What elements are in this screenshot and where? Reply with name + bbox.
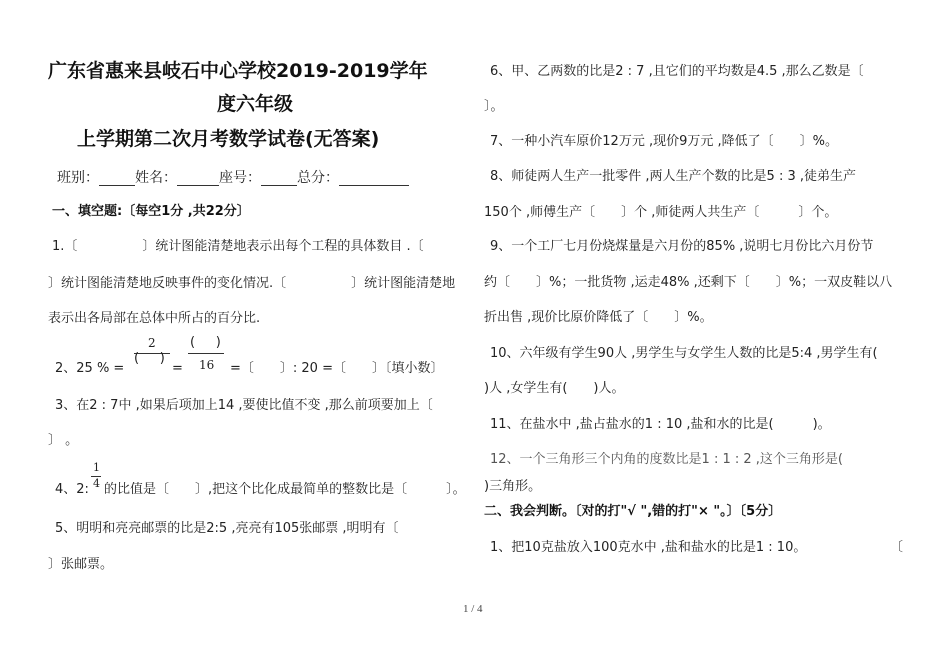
title-line-1: 广东省惠来县岐石中心学校2019-2019学年 [48, 60, 428, 82]
info-line [57, 170, 409, 186]
score-blank[interactable] [339, 172, 409, 186]
q4-frac-numerator: 1 [93, 461, 100, 474]
q1-line-2: 〕统计图能清楚地反映事件的变化情况.〔 〕统计图能清楚地 [48, 276, 456, 291]
q2-suffix: =〔 〕: 20 =〔 〕〔填小数〕 [230, 361, 444, 376]
q5-line-1: 5、明明和亮亮邮票的比是2:5 ,亮亮有105张邮票 ,明明有〔 [55, 521, 399, 536]
q2-frac2-numerator-blank[interactable]: ( ) [190, 335, 221, 350]
q9-line-2: 约〔 〕%；一批货物 ,运走48% ,还剩下〔 〕%；一双皮鞋以八 [484, 275, 893, 290]
judge-1-bracket[interactable]: 〔 [890, 540, 904, 555]
q8-line-1: 8、师徒两人生产一批零件 ,两人生产个数的比是5 : 3 ,徒弟生产 [490, 169, 856, 184]
score-label: 总分： [297, 170, 339, 186]
q2-frac1-numerator: 2 [148, 336, 156, 350]
q3-line-1: 3、在2 : 7中 ,如果后项加上14 ,要使比值不变 ,那么前项要加上〔 [55, 398, 433, 413]
q3-line-2: 〕 。 [48, 433, 79, 448]
q2-frac1-denominator-blank[interactable]: ( ) [134, 351, 165, 366]
title-line-2: 度六年级 [217, 93, 294, 115]
q10-line-1: 10、六年级有学生90人 ,男学生与女学生人数的比是5:4 ,男学生有( [490, 346, 878, 361]
q12-line-2: )三角形。 [484, 479, 542, 494]
q1-line-3: 表示出各局部在总体中所占的百分比. [48, 311, 261, 326]
section1-heading: 一、填空题:〔每空1分 ,共22分〕 [52, 204, 250, 219]
q4-suffix: 的比值是〔 〕,把这个比化成最简单的整数比是〔 〕。 [104, 482, 466, 497]
seat-blank[interactable] [261, 172, 297, 186]
q5-line-2: 〕张邮票。 [48, 557, 114, 572]
q12-line-1: 12、一个三角形三个内角的度数比是1 : 1 : 2 ,这个三角形是( [490, 452, 843, 467]
q2-equals-1: = [172, 361, 183, 376]
judge-1: 1、把10克盐放入100克水中 ,盐和盐水的比是1 : 10。 [490, 540, 807, 555]
title-line-3: 上学期第二次月考数学试卷(无答案) [77, 128, 380, 150]
class-label: 班别： [57, 170, 99, 186]
name-blank[interactable] [177, 172, 219, 186]
q8-line-2: 150个 ,师傅生产〔 〕个 ,师徒两人共生产〔 〕个。 [484, 205, 838, 220]
q1-line-1: 1.〔 〕统计图能清楚地表示出每个工程的具体数目 .〔 [52, 239, 424, 254]
seat-label: 座号： [219, 170, 261, 186]
q4-frac-denominator: 4 [93, 477, 100, 490]
q10-line-2: )人 ,女学生有( )人。 [484, 381, 625, 396]
q6-line-2: 〕。 [484, 99, 504, 114]
q2-frac2-bar [188, 353, 224, 354]
name-label: 姓名： [135, 170, 177, 186]
class-blank[interactable] [99, 172, 135, 186]
q4-prefix: 4、2: [55, 482, 89, 497]
q11: 11、在盐水中 ,盐占盐水的1 : 10 ,盐和水的比是( )。 [490, 417, 831, 432]
q6-line-1: 6、甲、乙两数的比是2 : 7 ,且它们的平均数是4.5 ,那么乙数是〔 [490, 64, 864, 79]
page-number: 1 / 4 [463, 603, 483, 615]
q9-line-3: 折出售 ,现价比原价降低了〔 〕%。 [484, 310, 713, 325]
q2-prefix: 2、25 % = [55, 361, 125, 376]
q7: 7、一种小汽车原价12万元 ,现价9万元 ,降低了〔 〕%。 [490, 134, 838, 149]
section2-heading: 二、我会判断。〔对的打"√ ",错的打"× "。〕〔5分〕 [484, 504, 782, 519]
q2-frac2-denominator: 16 [199, 358, 215, 372]
q9-line-1: 9、一个工厂七月份烧煤量是六月份的85% ,说明七月份比六月份节 [490, 239, 874, 254]
